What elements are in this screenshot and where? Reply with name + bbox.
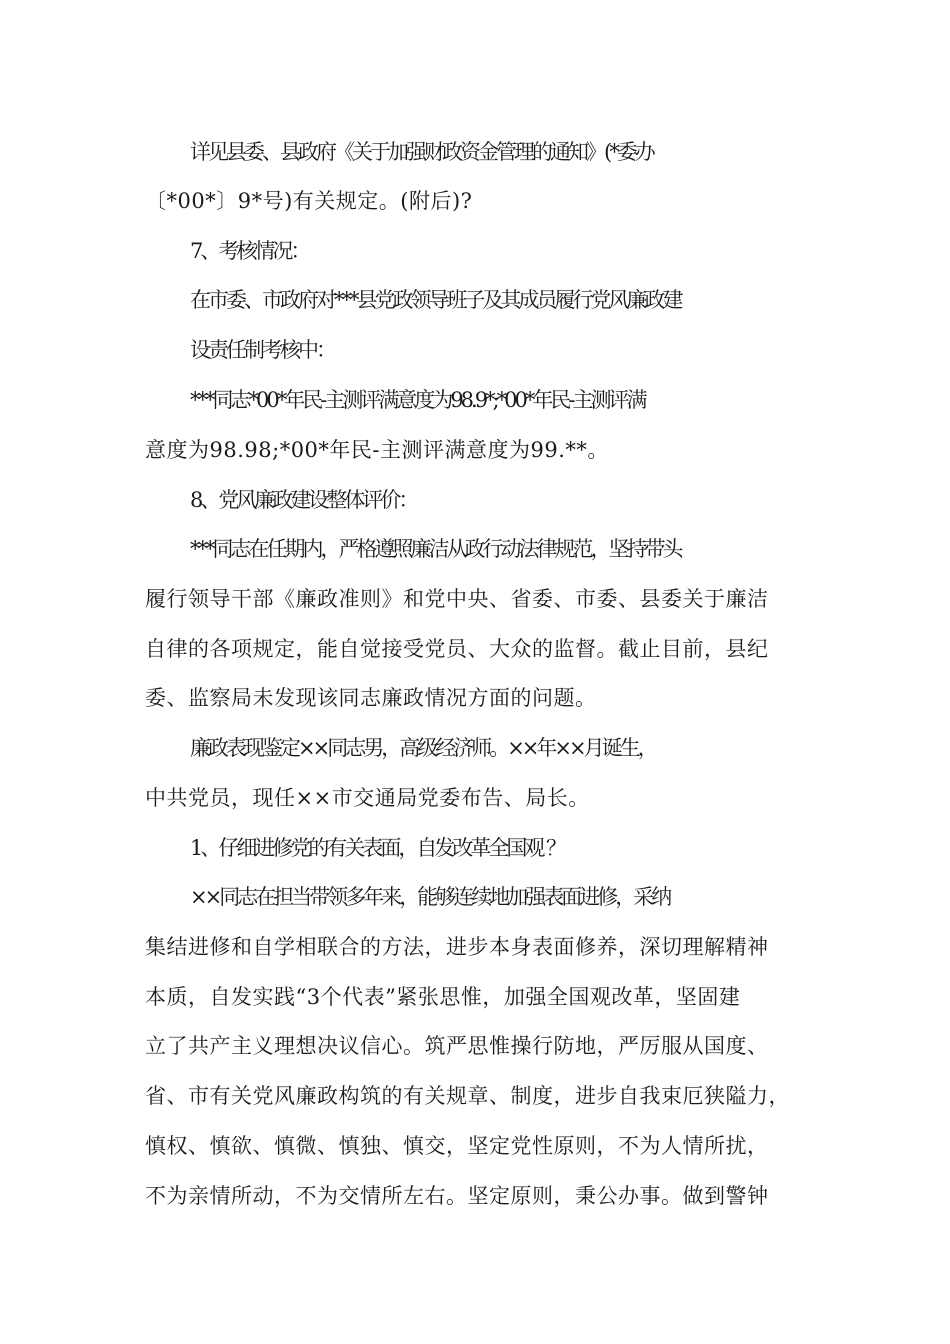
text-line: 意度为98.98;*00*年民-主测评满意度为99.**。 [145,438,609,462]
text-line: 廉政表现鉴定××同志男，高级经济师。××年××月诞生， [190,736,656,760]
text-line: 慎权、慎欲、慎微、慎独、慎交，坚定党性原则，不为人情所扰， [145,1134,769,1158]
text-line: 委、监察局未发现该同志廉政情况方面的问题。 [145,686,597,710]
text-line: ***同志*00*年民-主测评满意度为98.9*;*00*年民-主测评满 [190,388,645,412]
text-line: 中共党员，现任××市交通局党委布告、局长。 [145,786,590,810]
text-line: 设责任制考核中： [190,338,334,362]
text-line: 省、市有关党风廉政构筑的有关规章、制度，进步自我束厄狭隘力， [145,1084,790,1108]
text-line: ***同志在任期内，严格遵照廉洁从政行动法律规范，坚持带头 [190,537,681,561]
text-line: 〔*00*〕9*号)有关规定。(附后)? [145,189,473,213]
text-line: 7、考核情况： [190,239,309,263]
text-line: 履行领导干部《廉政准则》和党中央、省委、市委、县委关于廉洁 [145,587,769,611]
text-line: 1、仔细进修党的有关表面，自发改革全国观 ？ [190,836,565,860]
text-line: 自律的各项规定，能自觉接受党员、大众的监督。截止目前，县纪 [145,637,769,661]
text-line: 详见县委、县政府《关于加强财政资金管理的通知》(*委办 [190,140,653,164]
text-line: 立了共产主义理想决议信心。筑严思惟操行防地，严厉服从国度、 [145,1034,769,1058]
text-line: ××同志在担当带领多年来，能够连续地加强表面进修，采纳 [190,885,670,909]
text-line: 集结进修和自学相联合的方法，进步本身表面修养，深切理解精神 [145,935,769,959]
text-line: 不为亲情所动，不为交情所左右。坚定原则，秉公办事。做到警钟 [145,1184,769,1208]
text-line: 本质，自发实践“3个代表”紧张思惟，加强全国观改革，坚固建 [145,985,741,1009]
text-line: 在市委、市政府对***县党政领导班子及其成员履行党风廉政建 [190,288,681,312]
text-line: 8、党风廉政建设整体评价： [190,488,417,512]
